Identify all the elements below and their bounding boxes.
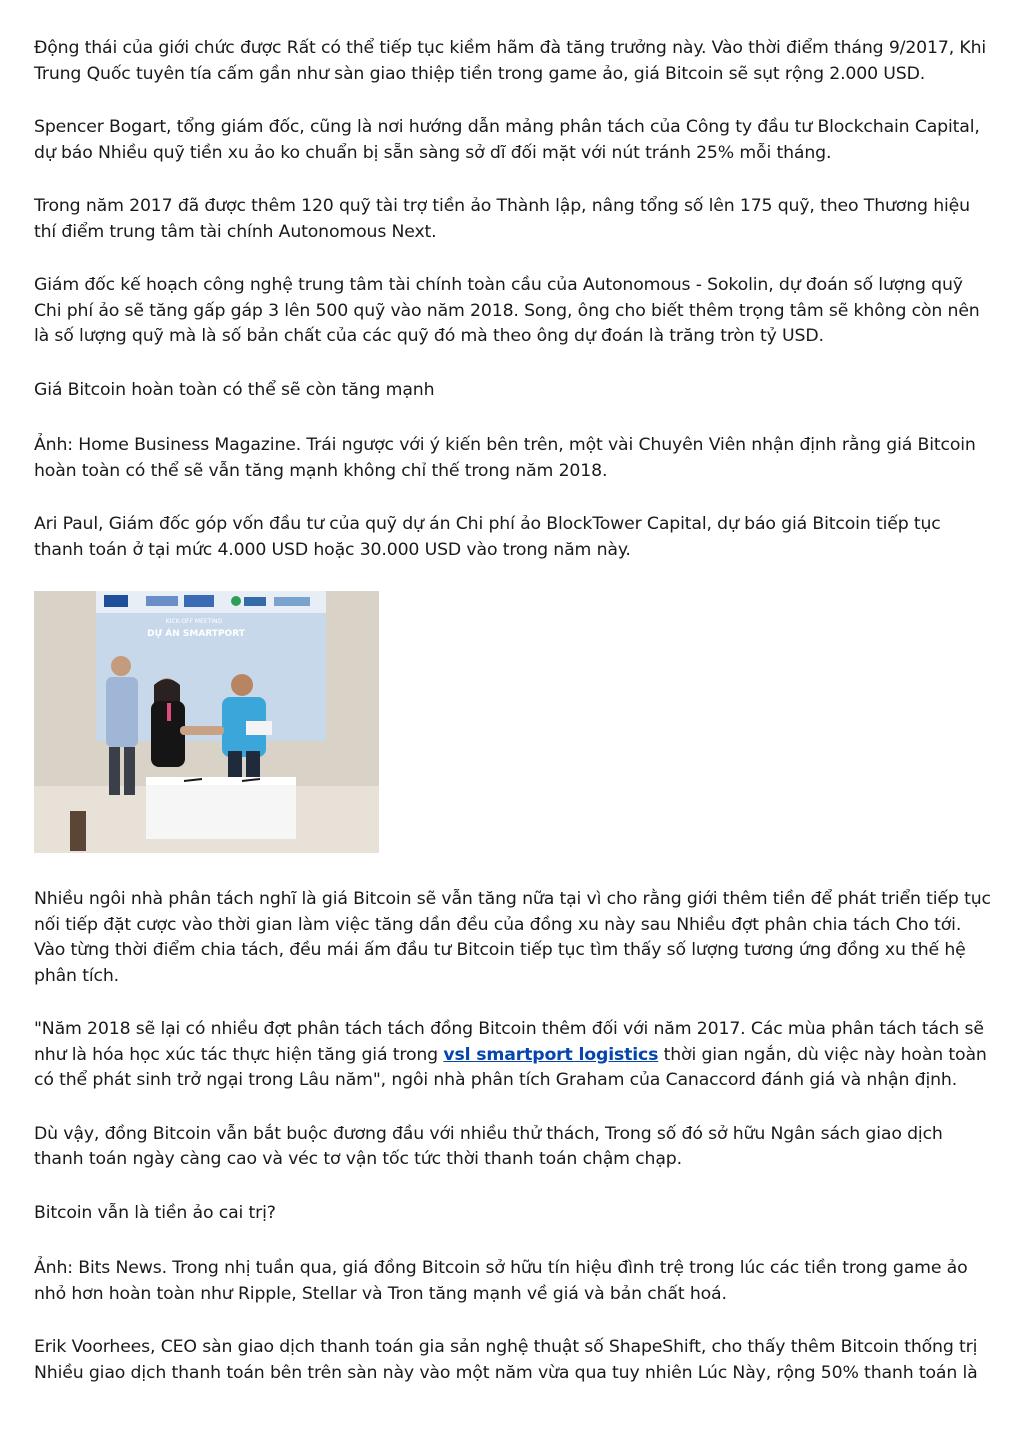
paragraph: Trong năm 2017 đã được thêm 120 quỹ tài trợ tiền ảo Thành lập, nâng tổng số lên 175 quỹ, theo Thương hiệu thí điểm trung tâm tài chính Autonomous Next. [34,196,970,242]
paragraph: Động thái của giới chức được Rất có thể tiếp tục kiềm hãm đà tăng trưởng này. Vào thời điểm tháng 9/2017, Khi Trung Quốc tuyên tía cấm gần như sàn giao thiệp tiền trong game ảo, giá Bitcoin sẽ sụt rộng 2.000 USD. [34,38,987,84]
section-heading: Bitcoin vẫn là tiền ảo cai trị? [34,1202,276,1223]
vsl-smartport-link[interactable]: vsl smartport logistics [443,1044,659,1065]
paragraph: Ảnh: Bits News. Trong nhị tuần qua, giá đồng Bitcoin sở hữu tín hiệu đình trệ trong lúc các tiền trong game ảo nhỏ hơn hoàn toàn như Ripple, Stellar và Tron tăng mạnh về giá và bản chất hoá. [34,1258,968,1304]
paragraph: Nhiều ngôi nhà phân tách nghĩ là giá Bitcoin sẽ vẫn tăng nữa tại vì cho rằng giới thêm tiền để phát triển tiếp tục nối tiếp đặt cược vào thời gian làm việc tăng dần đều của đồng xu này sau Nhiều đợt phân chia tách Cho tới. Vào từng thời điểm chia tách, đều mái ấm đầu tư Bitcoin tiếp tục tìm thấy số lượng tương ứng đồng xu thế hệ phân tích. [34,889,991,986]
paragraph: Ari Paul, Giám đốc góp vốn đầu tư của quỹ dự án Chi phí ảo BlockTower Capital, dự báo giá Bitcoin tiếp tục thanh toán ở tại mức 4.000 USD hoặc 30.000 USD vào trong năm này. [34,514,941,560]
paragraph: Ảnh: Home Business Magazine. Trái ngược với ý kiến bên trên, một vài Chuyên Viên nhận định rằng giá Bitcoin hoàn toàn có thể sẽ vẫn tăng mạnh không chỉ thế trong năm 2018. [34,435,976,481]
paragraph: Giám đốc kế hoạch công nghệ trung tâm tài chính toàn cầu của Autonomous - Sokolin, dự đoán số lượng quỹ Chi phí ảo sẽ tăng gấp gáp 3 lên 500 quỹ vào năm 2018. Song, ông cho biết thêm trọng tâm sẽ không còn nên là số lượng quỹ mà là số bản chất của các quỹ đó mà theo ông dự đoán là trăng tròn tỷ USD. [34,275,980,346]
paragraph-text: thời gian ngắn, dù việc này hoàn toàn có thể phát sinh trở ngại trong Lâu năm", ngôi nhà phân tích Graham của Canaccord đánh giá và nhận định. [34,1044,987,1090]
paragraph: Spencer Bogart, tổng giám đốc, cũng là nơi hướng dẫn mảng phân tách của Công ty đầu tư Blockchain Capital, dự báo Nhiều quỹ tiền xu ảo ko chuẩn bị sẵn sàng sở dĩ đối mặt với nút tránh 25% mỗi tháng. [34,117,980,163]
article-photo [34,591,379,853]
article-body [34,36,994,1414]
section-heading: Giá Bitcoin hoàn toàn có thể sẽ còn tăng mạnh [34,379,435,400]
paragraph: Erik Voorhees, CEO sàn giao dịch thanh toán gia sản nghệ thuật số ShapeShift, cho thấy thêm Bitcoin thống trị Nhiều giao dịch thanh toán bên trên sàn này vào một năm vừa qua tuy nhiên Lúc Này, rộng 50% thanh toán là [34,1337,978,1383]
paragraph-text: "Năm 2018 sẽ lại có nhiều đợt phân tách tách đồng Bitcoin thêm đối với năm 2017. Các mùa phân tách tách sẽ như là hóa học xúc tác thực hiện tăng giá trong [34,1019,984,1065]
paragraph-with-link [34,1017,994,1094]
paragraph: Dù vậy, đồng Bitcoin vẫn bắt buộc đương đầu với nhiều thử thách, Trong số đó sở hữu Ngân sách giao dịch thanh toán ngày càng cao và véc tơ vận tốc tức thời thanh toán chậm chạp. [34,1123,943,1169]
signing-ceremony-photo [34,591,379,853]
banner-title: DỰ ÁN SMARTPORT [147,629,245,639]
banner-subtitle: KICK-OFF MEETING [165,618,223,625]
